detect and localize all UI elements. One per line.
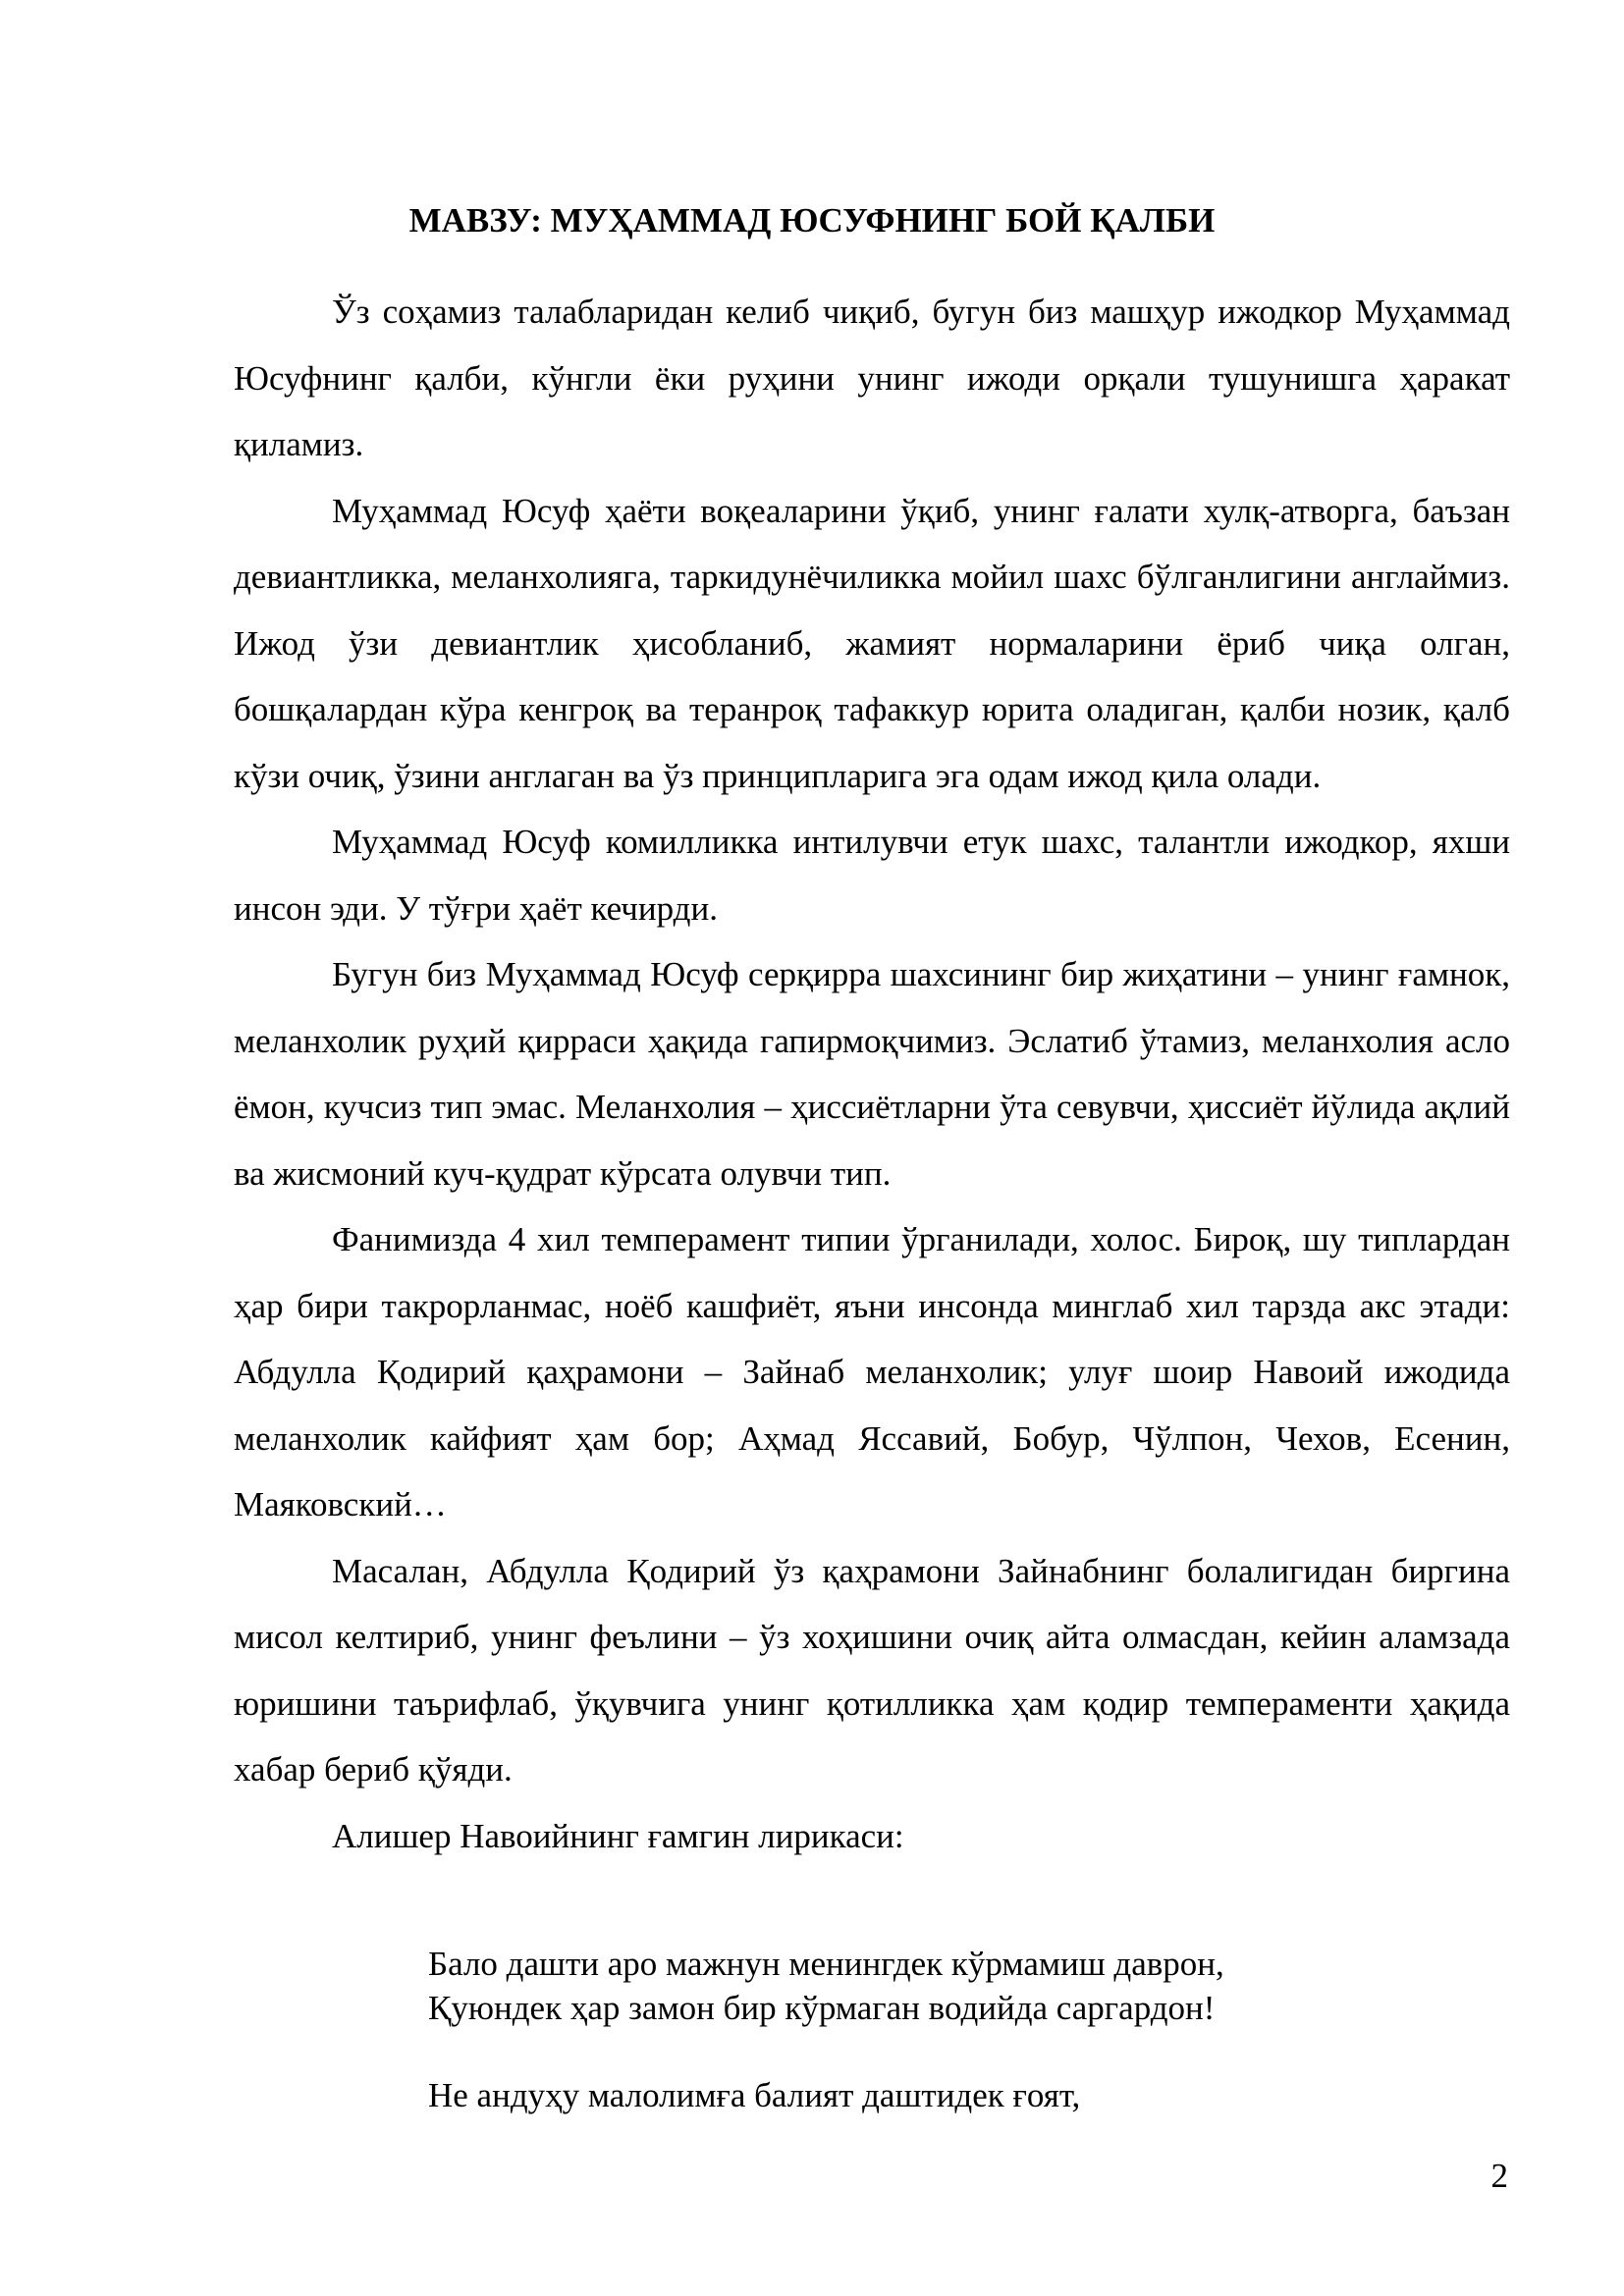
paragraph-4: Бугун биз Муҳаммад Юсуф серқирра шахсининг бир жиҳатини – унинг ғамнок, меланхолик руҳий қирраси ҳақида гапирмоқчимиз. Эслатиб ўтамиз, меланхолия асло ёмон, кучсиз тип эмас. Меланхолия – ҳиссиётларни ўта севувчи, ҳиссиёт йўлида ақлий ва жисмоний куч-қудрат кўрсата олувчи тип. [234, 955, 1510, 1193]
verse-stanza-2 [428, 2073, 1508, 2117]
paragraph-2: Муҳаммад Юсуф ҳаёти воқеаларини ўқиб, унинг ғалати хулқ-атворга, баъзан девиантликка, меланхолияга, таркидунёчиликка мойил шахс бўлганлигини англаймиз. Ижод ўзи девиантлик ҳисобланиб, жамият нормаларини ёриб чиқа олган, бошқалардан кўра кенгроқ ва теранроқ тафаккур юрита оладиган, қалби нозик, қалб кўзи очиқ, ўзини англаган ва ўз принципларига эга одам ижод қила олади. [234, 491, 1510, 795]
page-number: 2 [1490, 2157, 1508, 2195]
paragraph-3: Муҳаммад Юсуф комилликка интилувчи етук шахс, талантли ижодкор, яхши инсон эди. У тўғри ҳаёт кечирди. [234, 823, 1510, 928]
verse-line-2: Қуюндек ҳар замон бир кўрмаган водийда саргардон! [428, 1989, 1216, 2027]
paragraph-1: Ўз соҳамиз талабларидан келиб чиқиб, бугун биз машҳур ижодкор Муҳаммад Юсуфнинг қалби, кўнгли ёки руҳини унинг ижоди орқали тушунишга ҳаракат қиламиз. [234, 293, 1510, 463]
paragraph-7: Алишер Навоийнинг ғамгин лирикаси: [332, 1816, 904, 1855]
body-text [234, 279, 1510, 1869]
paragraph-6: Масалан, Абдулла Қодирий ўз қаҳрамони Зайнабнинг болалигидан биргина мисол келтириб, унинг феълини – ўз хоҳишини очиқ айта олмасдан, кейин аламзада юришини таърифлаб, ўқувчига унинг қотилликка ҳам қодир темпераменти ҳақида хабар бериб қўяди. [234, 1551, 1510, 1789]
verse-stanza-1 [428, 1942, 1508, 2030]
paragraph-5: Фанимизда 4 хил темперамент типии ўрганилади, холос. Бироқ, шу типлардан ҳар бири такрорланмас, ноёб кашфиёт, яъни инсонда минглаб хил тарзда акс этади: Абдулла Қодирий қаҳрамони – Зайнаб меланхолик; улуғ шоир Навоий ижодида меланхолик кайфият ҳам бор; Аҳмад Яссавий, Бобур, Чўлпон, Чехов, Есенин, Маяковский… [234, 1220, 1510, 1523]
verse-line-1: Бало дашти аро мажнун менингдек кўрмамиш даврон, [428, 1945, 1224, 1983]
verse-line-3: Не андуҳу малолимға балият даштидек ғоят, [428, 2076, 1081, 2114]
page-title: МАВЗУ: МУҲАММАД ЮСУФНИНГ БОЙ ҚАЛБИ [408, 201, 1216, 240]
